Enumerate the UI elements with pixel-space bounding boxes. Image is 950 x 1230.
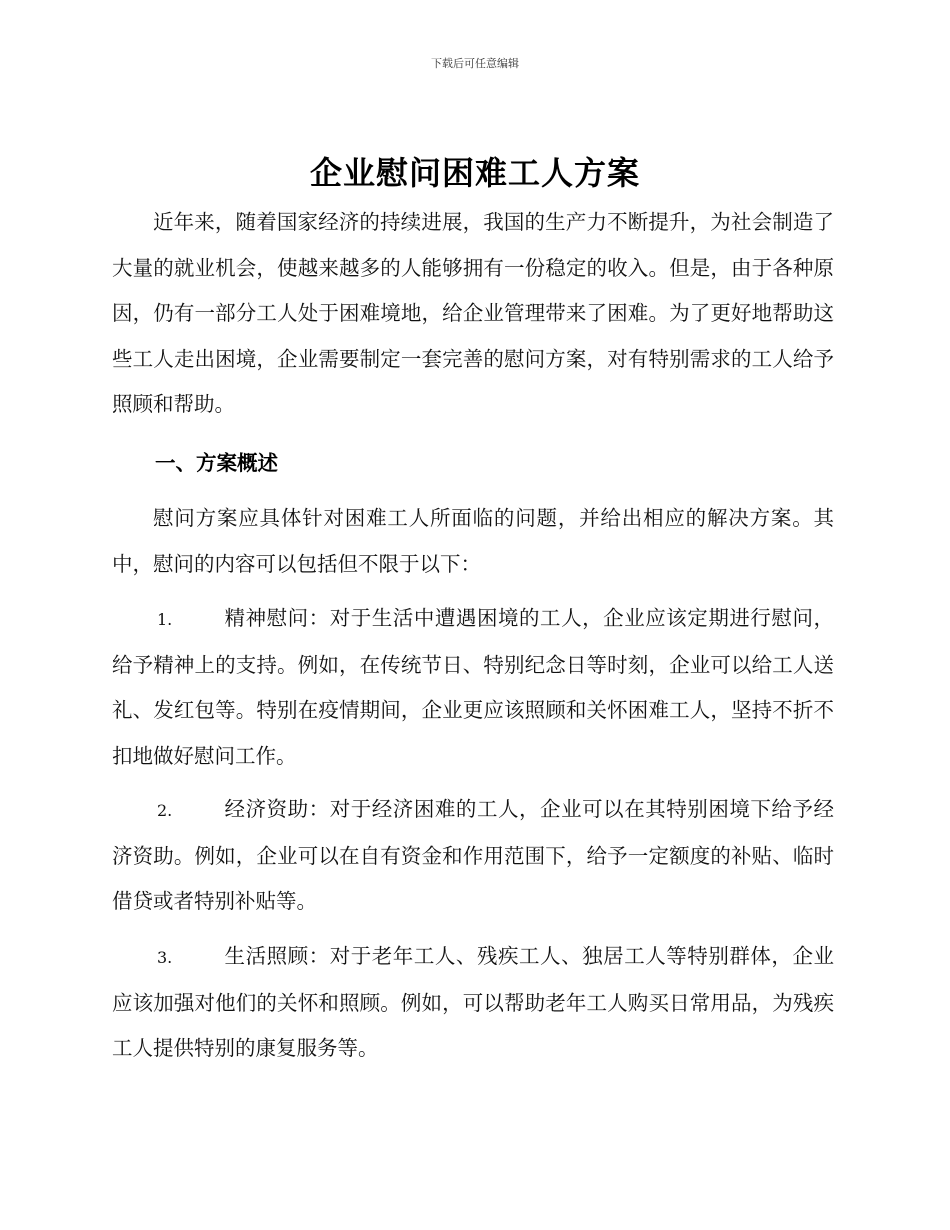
header-note: 下载后可任意编辑 [431,57,519,70]
list-item [112,787,834,925]
intro-paragraph: 近年来，随着国家经济的持续进展，我国的生产力不断提升，为社会制造了大量的就业机会，使越来越多的人能够拥有一份稳定的收入。但是，由于各种原因，仍有一部分工人处于困难境地，给企业管理带来了困难。为了更好地帮助这些工人走出困境，企业需要制定一套完善的慰问方案，对有特别需求的工人给予照顾和帮助。 [112,210,834,416]
list-item-number: 2. [157,801,173,820]
list-item [112,934,834,1072]
list-item-number: 3. [157,948,173,967]
list-item-text: 精神慰问：对于生活中遭遇困境的工人，企业应该定期进行慰问，给予精神上的支持。例如，在传统节日、特别纪念日等时刻，企业可以给工人送礼、发红包等。特别在疫情期间，企业更应该照顾和关怀困难工人，坚持不折不扣地做好慰问工作。 [112,606,834,768]
section-heading: 一、方案概述 [155,451,278,475]
section-paragraph: 慰问方案应具体针对困难工人所面临的问题，并给出相应的解决方案。其中，慰问的内容可以包括但不限于以下： [112,506,834,576]
list-item-text: 经济资助：对于经济困难的工人，企业可以在其特别困境下给予经济资助。例如，企业可以在自有资金和作用范围下，给予一定额度的补贴、临时借贷或者特别补贴等。 [112,797,834,913]
list-item-number: 1. [157,610,173,629]
list-item-text: 生活照顾：对于老年工人、残疾工人、独居工人等特别群体，企业应该加强对他们的关怀和照顾。例如，可以帮助老年工人购买日常用品，为残疾工人提供特别的康复服务等。 [112,944,834,1060]
document-title: 企业慰问困难工人方案 [309,154,640,192]
list-item [112,596,834,779]
